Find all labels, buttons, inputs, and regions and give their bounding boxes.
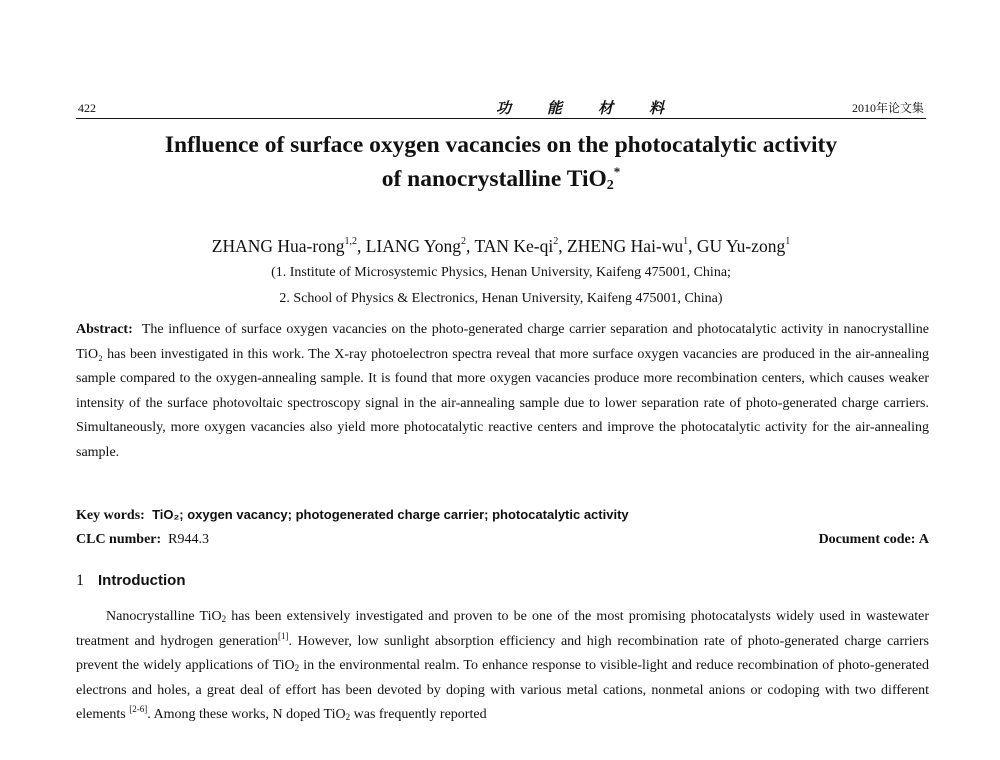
keywords [76,505,929,526]
title-line-1: Influence of surface oxygen vacancies on the photocatalytic activity [164,132,838,158]
keywords-text: TiO₂; oxygen vacancy; photogenerated charge carrier; photocatalytic activity [152,507,629,522]
title-line-2-text: of nanocrystalline TiO [381,166,607,192]
author-affiliation-mark: 1 [683,236,689,247]
title-footnote-mark: * [613,164,621,179]
author [697,236,790,256]
title-line-2 [76,162,926,203]
author-name: ZHENG Hai-wu [567,236,684,256]
clc-line [76,530,929,550]
author-affiliation-mark: 1,2 [344,236,357,247]
affiliation-1: (1. Institute of Microsystemic Physics, Henan University, Kaifeng 475001, China; [271,265,731,280]
author-name: TAN Ke-qi [474,236,554,256]
section-heading [76,570,185,592]
subscript: 2 [221,614,227,624]
author-affiliation-mark: 2 [461,236,467,247]
abstract-label: Abstract: [76,322,133,337]
author-list: ZHANG Hua-rong$^{1,2}$, LIANG Yong$^2$, TAN $Ke-qi^2$, ZHENG Hai-$wu^1$, GU Yu-zong$^1$ [211,236,791,256]
subscript: 2 [294,663,300,673]
document-code-value: A [918,532,929,547]
intro-text: has been extensively investigated and proven to be one of the most promising photocatalysts widely used in wastewater treatment and hydrogen generation [76,609,929,649]
running-head [76,98,926,119]
paper-title [76,128,926,203]
page-number: 422 [78,101,96,115]
section-number: 1 [76,572,84,589]
intro-text: in the environmental realm. To enhance response to visible-light and reduce recombination of photo-generated electrons and holes, a great deal of effort has been devoted by doping with various metal cations, nonmetal anions or codoping with two different elements [76,658,929,722]
abstract-text: The influence of surface oxygen vacancies on the photo-generated charge carrier separation and photocatalytic activity in nanocrystalline TiO₂ has been investigated in this work. The X-ray photoelectron spectra reveal that more surface oxygen vacancies are produced in the air-annealing sample compared to the oxygen-annealing sample. It is found that more oxygen vacancies produce more recombination centers, which causes weaker intensity of the surface photovoltaic spectroscopy signal in the air-annealing sample due to lower separation rate of photo-generated charge carriers. Simultaneously, more oxygen vacancies also yield more photocatalytic reactive centers and improve the photocatalytic activity for the air-annealing sample. [76,322,929,460]
subscript: 2 [345,712,351,722]
intro-text: Nanocrystalline TiO [106,609,222,624]
clc-value: R944.3 [168,532,210,547]
author-name: LIANG Yong [365,236,462,256]
author [474,236,558,256]
introduction-paragraph [76,605,929,728]
clc-label: CLC number: [76,532,162,547]
keywords-label: Key words: [76,508,145,523]
year-label: 2010年论文集 [851,101,924,115]
intro-text: was frequently reported [350,707,487,722]
section-title: Introduction [98,572,186,589]
intro-text: . Among these works, N doped TiO [147,707,346,722]
author [212,236,357,256]
citation: [1] [277,630,289,641]
author [567,236,688,256]
document-code-label: Document code: [818,532,916,547]
document-code [819,530,929,550]
author-name: ZHANG Hua-rong [211,236,345,256]
intro-text: . However, low sunlight absorption efficiency and high recombination rate of photo-generated charge carriers prevent the widely applications of TiO [76,633,929,673]
author-affiliation-mark: 2 [553,236,559,247]
author-affiliation-mark: 1 [785,236,791,247]
title-subscript: 2 [606,178,614,193]
journal-name: 功能材料 [496,99,701,117]
abstract [76,318,929,465]
affiliation-2: 2. School of Physics & Electronics, Henan University, Kaifeng 475001, China) [279,291,723,306]
author-name: GU Yu-zong [696,236,786,256]
citation: [2-6] [129,704,148,714]
author [366,236,466,256]
